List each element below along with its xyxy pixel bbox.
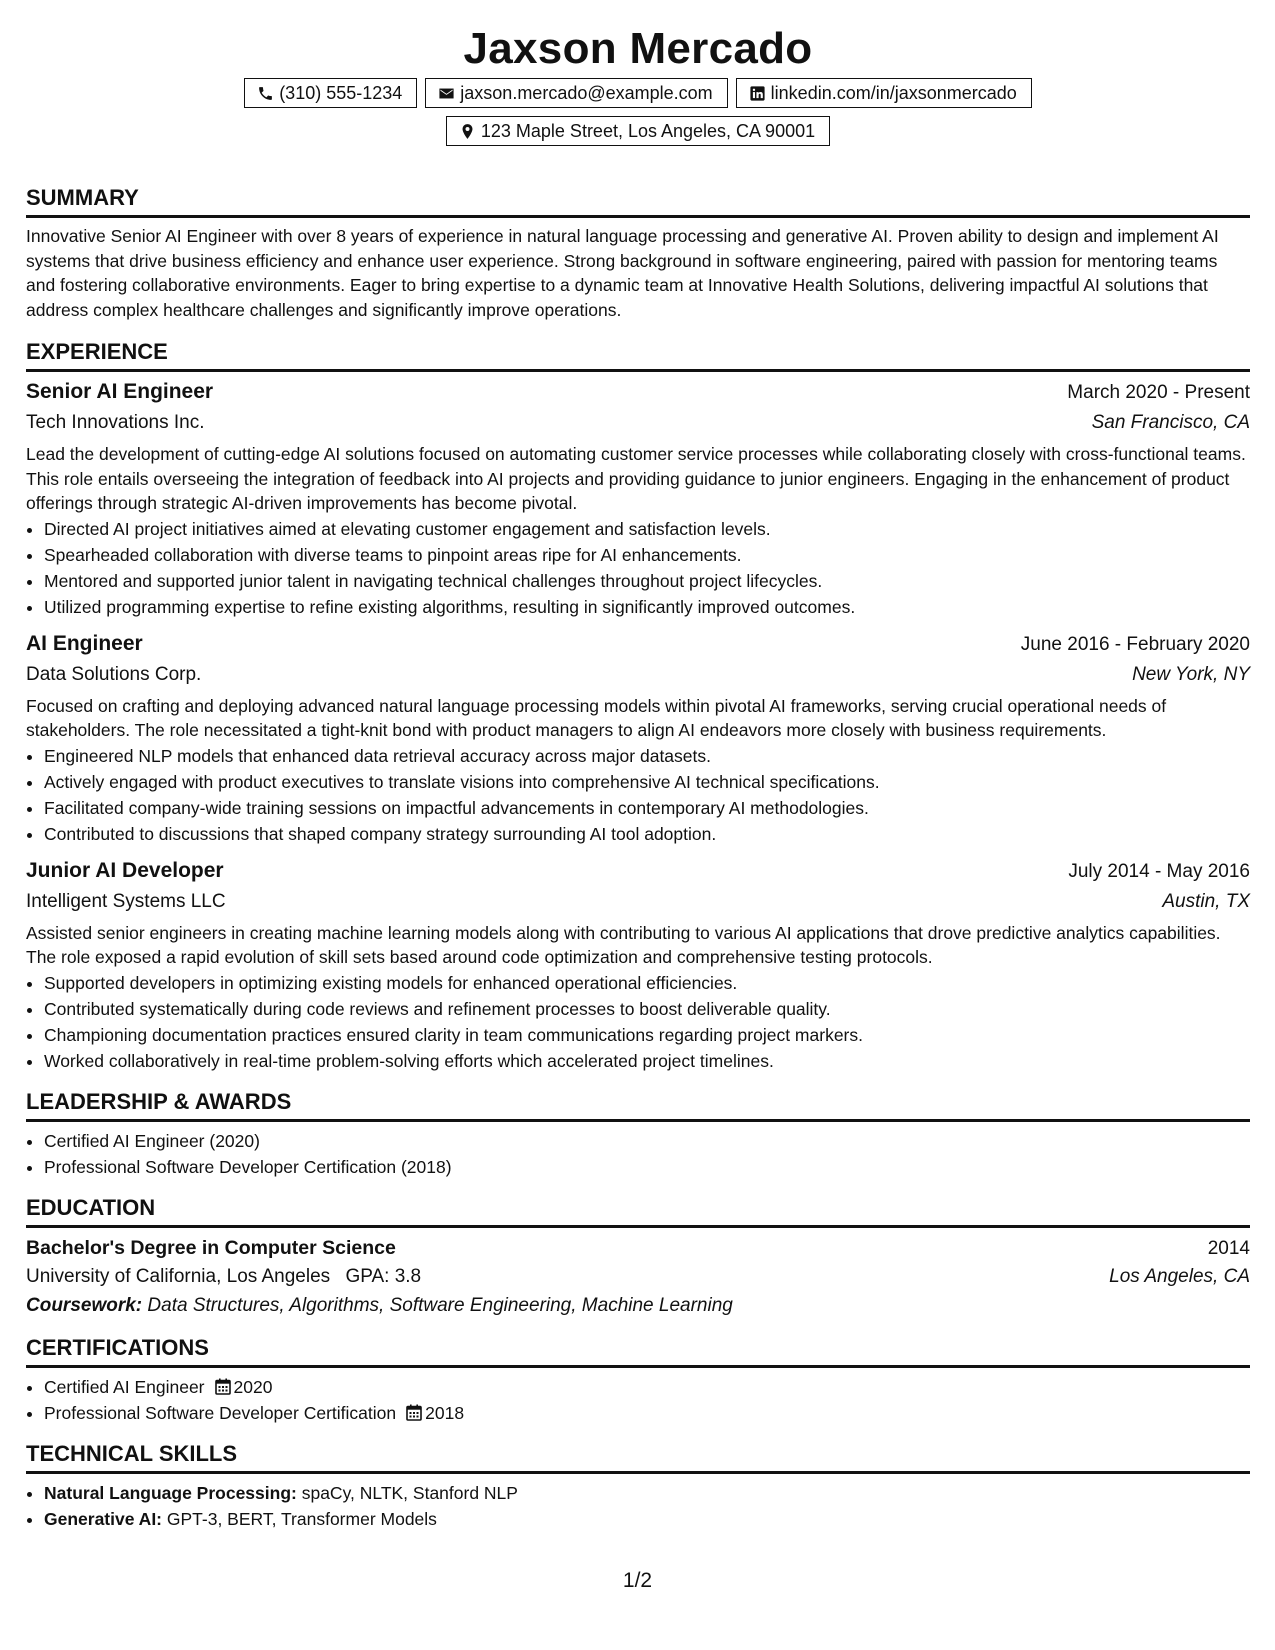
address-chip — [446, 116, 830, 146]
leadership-heading: LEADERSHIP & AWARDS — [26, 1088, 1250, 1122]
address-text: 123 Maple Street, Los Angeles, CA 90001 — [480, 121, 816, 141]
job-dates: July 2014 - May 2016 — [1068, 860, 1250, 882]
summary-heading: SUMMARY — [26, 184, 1250, 218]
phone-icon — [257, 85, 274, 102]
candidate-name: Jaxson Mercado — [463, 24, 813, 73]
skill-value: spaCy, NLTK, Stanford NLP — [301, 1482, 518, 1503]
list-item: • Mentored and supported junior talent in navigating technical challenges throughout project lifecycles. — [44, 568, 1250, 594]
job-description: Focused on crafting and deploying advanced natural language processing models within pivotal AI frameworks, serving crucial operational needs of stakeholders. The role necessitated a tight-knit bond with product managers to align AI endeavors more closely with business requirements. — [26, 695, 1167, 740]
contact-row — [26, 78, 1250, 108]
job-bullets — [26, 516, 1250, 620]
summary-text: Innovative Senior AI Engineer with over 8 years of experience in natural language processing and generative AI. Proven ability to design and implement AI systems that drive business efficiency and enhance user experience. Strong background in software engineering, paired with passion for mentoring teams and fostering collaborative environments. Eager to bring expertise to a dynamic team at Innovative Health Solutions, delivering impactful AI solutions that address complex healthcare challenges and significantly improve operations. — [26, 226, 1219, 320]
calendar-icon — [215, 1378, 231, 1395]
list-item — [44, 1480, 1250, 1506]
resume-page — [26, 22, 1250, 1532]
linkedin-chip[interactable] — [736, 78, 1032, 108]
job-bullets — [26, 970, 1250, 1074]
job-company: Data Solutions Corp. — [26, 663, 202, 685]
skill-label: Natural Language Processing: — [44, 1482, 297, 1503]
coursework-label: Coursework: — [26, 1294, 143, 1316]
leadership-list — [26, 1128, 1250, 1180]
job-entry — [26, 857, 1250, 1074]
list-item: • Contributed systematically during code reviews and refinement processes to boost deliverable quality. — [44, 996, 1250, 1022]
job-dates: March 2020 - Present — [1067, 382, 1250, 403]
coursework-list: Data Structures, Algorithms, Software Engineering, Machine Learning — [147, 1294, 733, 1316]
job-company: Tech Innovations Inc. — [26, 412, 205, 433]
list-item: • Engineered NLP models that enhanced data retrieval accuracy across major datasets. — [44, 743, 1250, 769]
summary-section — [26, 184, 1250, 322]
certification-year: 2020 — [233, 1376, 273, 1397]
job-title: Junior AI Developer — [26, 858, 224, 882]
job-dates: June 2016 - February 2020 — [1020, 633, 1250, 655]
certifications-heading: CERTIFICATIONS — [26, 1334, 1250, 1368]
list-item — [44, 1400, 1250, 1426]
map-pin-icon — [459, 123, 476, 140]
calendar-icon — [406, 1404, 422, 1421]
job-entry — [26, 630, 1250, 847]
experience-heading: EXPERIENCE — [26, 338, 1250, 372]
list-item — [44, 1374, 1250, 1400]
leadership-section — [26, 1088, 1250, 1180]
gpa: GPA: 3.8 — [345, 1265, 422, 1287]
job-title: Senior AI Engineer — [26, 380, 214, 403]
list-item: • Facilitated company-wide training sessions on impactful advancements in contemporary AI methodologies. — [44, 795, 1250, 821]
linkedin-icon — [749, 85, 766, 102]
education-section — [26, 1194, 1250, 1320]
certifications-section — [26, 1334, 1250, 1426]
address-row — [26, 116, 1250, 146]
phone-chip[interactable] — [244, 78, 417, 108]
skills-heading: TECHNICAL SKILLS — [26, 1440, 1250, 1474]
list-item: • Directed AI project initiatives aimed at elevating customer engagement and satisfaction levels. — [44, 516, 1250, 542]
skills-list — [26, 1480, 1250, 1532]
school-location: Los Angeles, CA — [1109, 1265, 1250, 1287]
phone-text: (310) 555-1234 — [279, 83, 403, 103]
school-name: University of California, Los Angeles — [26, 1265, 331, 1287]
job-company: Intelligent Systems LLC — [26, 890, 226, 912]
certification-name: Certified AI Engineer — [44, 1376, 205, 1397]
job-location: San Francisco, CA — [1091, 412, 1250, 433]
job-bullets — [26, 743, 1250, 847]
certification-year: 2018 — [425, 1402, 465, 1423]
list-item: • Spearheaded collaboration with diverse teams to pinpoint areas ripe for AI enhancements. — [44, 542, 1250, 568]
page-number: 1/2 — [622, 1569, 653, 1592]
list-item: • Supported developers in optimizing existing models for enhanced operational efficiencies. — [44, 970, 1250, 996]
job-title: AI Engineer — [26, 631, 143, 655]
job-location: Austin, TX — [1162, 890, 1250, 912]
graduation-year: 2014 — [1207, 1237, 1250, 1259]
envelope-icon — [438, 85, 455, 102]
job-description: Lead the development of cutting-edge AI solutions focused on automating customer service processes while collaborating closely with cross-functional teams. This role entails overseeing the integration of feedback into AI projects and providing guidance to junior engineers. Engaging in the enhancement of product offerings through strategic AI-driven improvements has become pivotal. — [26, 444, 1246, 513]
job-description: Assisted senior engineers in creating machine learning models along with contributing to various AI applications that drove predictive analytics capabilities. The role exposed a rapid evolution of skill sets based around code optimization and comprehensive testing protocols. — [26, 922, 1221, 967]
list-item: • Contributed to discussions that shaped company strategy surrounding AI tool adoption. — [44, 821, 1250, 847]
skill-label: Generative AI: — [44, 1508, 163, 1529]
list-item: • Professional Software Developer Certification (2018) — [44, 1154, 1250, 1180]
email-text: jaxson.mercado@example.com — [460, 83, 713, 103]
experience-section — [26, 338, 1250, 1074]
email-chip[interactable] — [425, 78, 727, 108]
skills-section — [26, 1440, 1250, 1532]
list-item: • Certified AI Engineer (2020) — [44, 1128, 1250, 1154]
list-item: • Actively engaged with product executives to translate visions into comprehensive AI technical specifications. — [44, 769, 1250, 795]
list-item: • Worked collaboratively in real-time problem-solving efforts which accelerated project timelines. — [44, 1048, 1250, 1074]
linkedin-text: linkedin.com/in/jaxsonmercado — [770, 83, 1017, 103]
job-entry — [26, 378, 1250, 620]
list-item — [44, 1506, 1250, 1532]
certification-name: Professional Software Developer Certification — [44, 1402, 397, 1423]
list-item: • Utilized programming expertise to refine existing algorithms, resulting in significantly improved outcomes. — [44, 594, 1250, 620]
education-heading: EDUCATION — [26, 1194, 1250, 1228]
job-location: New York, NY — [1132, 663, 1250, 685]
list-item: • Championing documentation practices ensured clarity in team communications regarding project markers. — [44, 1022, 1250, 1048]
degree: Bachelor's Degree in Computer Science — [26, 1236, 396, 1259]
coursework — [26, 1292, 1250, 1320]
skill-value: GPT-3, BERT, Transformer Models — [166, 1508, 437, 1529]
certifications-list — [26, 1374, 1250, 1426]
